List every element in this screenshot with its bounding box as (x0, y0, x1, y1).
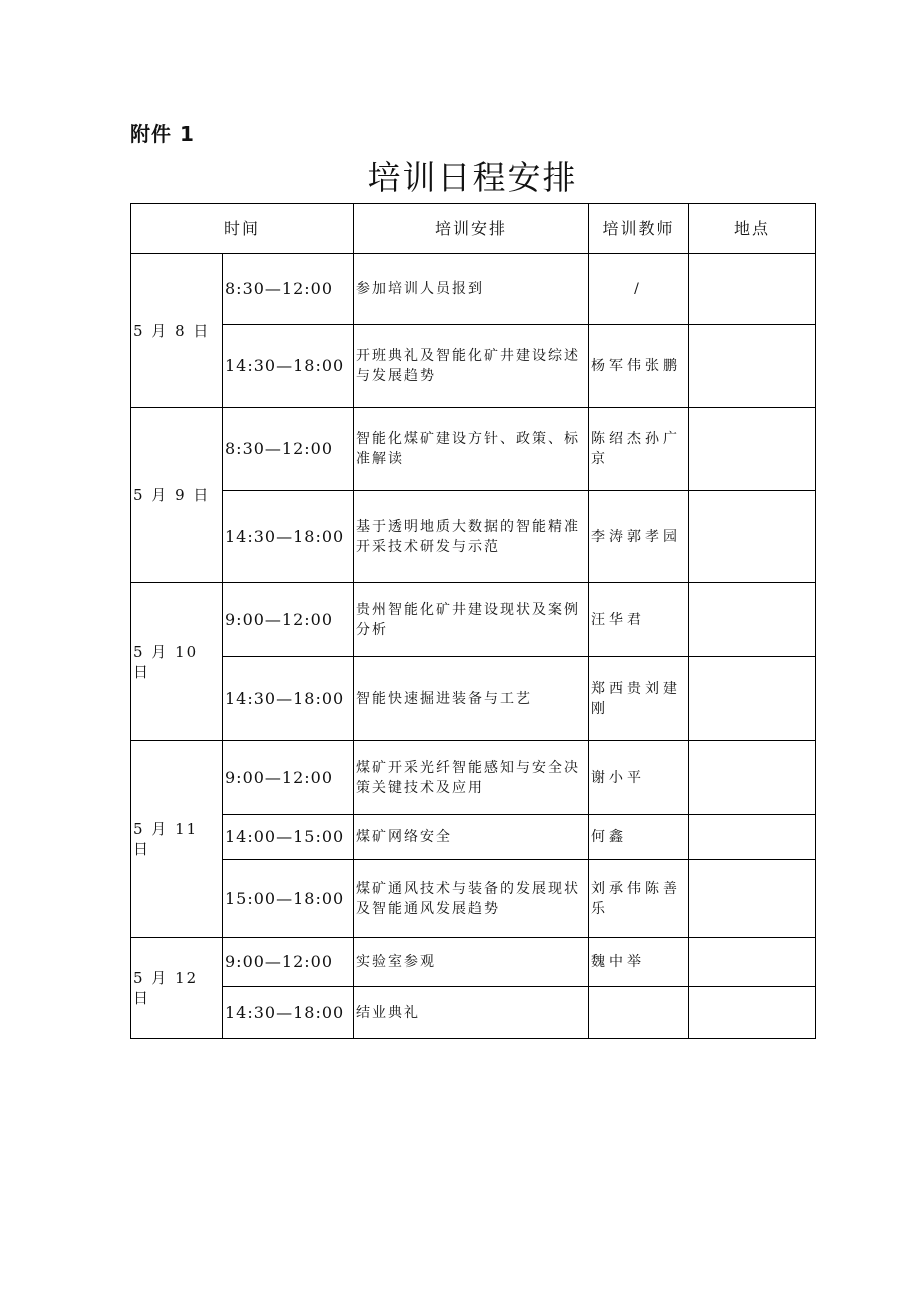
location-cell (689, 741, 816, 815)
date-cell: 5 月 12 日 (131, 938, 223, 1039)
teacher-cell (589, 987, 689, 1039)
date-cell: 5 月 11 日 (131, 741, 223, 938)
time-cell: 8:30—12:00 (223, 408, 354, 491)
table-row (131, 408, 816, 491)
teacher-cell: 郑西贵刘建刚 (589, 657, 689, 741)
header-location: 地点 (689, 204, 816, 254)
time-cell: 9:00—12:00 (223, 583, 354, 657)
table-row (131, 815, 816, 860)
location-cell (689, 938, 816, 987)
time-cell: 14:00—15:00 (223, 815, 354, 860)
header-arrangement: 培训安排 (354, 204, 589, 254)
location-cell (689, 325, 816, 408)
teacher-cell: 刘承伟陈善乐 (589, 860, 689, 938)
date-cell: 5 月 9 日 (131, 408, 223, 583)
time-cell: 14:30—18:00 (223, 325, 354, 408)
time-cell: 8:30—12:00 (223, 254, 354, 325)
teacher-cell: 汪华君 (589, 583, 689, 657)
attachment-label: 附件 1 (130, 122, 195, 146)
topic-cell: 煤矿网络安全 (354, 815, 589, 860)
schedule-table (130, 203, 816, 1039)
table-row (131, 938, 816, 987)
topic-cell: 基于透明地质大数据的智能精准开采技术研发与示范 (354, 491, 589, 583)
location-cell (689, 408, 816, 491)
table-row (131, 657, 816, 741)
time-cell: 14:30—18:00 (223, 657, 354, 741)
location-cell (689, 254, 816, 325)
location-cell (689, 815, 816, 860)
date-cell: 5 月 10 日 (131, 583, 223, 741)
topic-cell: 贵州智能化矿井建设现状及案例分析 (354, 583, 589, 657)
table-row (131, 254, 816, 325)
topic-cell: 煤矿开采光纤智能感知与安全决策关键技术及应用 (354, 741, 589, 815)
teacher-cell: 杨军伟张鹏 (589, 325, 689, 408)
topic-cell: 智能快速掘进装备与工艺 (354, 657, 589, 741)
location-cell (689, 860, 816, 938)
teacher-cell: 魏中举 (589, 938, 689, 987)
table-row (131, 860, 816, 938)
location-cell (689, 583, 816, 657)
table-row (131, 741, 816, 815)
teacher-cell: 何鑫 (589, 815, 689, 860)
header-teacher: 培训教师 (589, 204, 689, 254)
teacher-cell: 谢小平 (589, 741, 689, 815)
table-row (131, 491, 816, 583)
table-row (131, 325, 816, 408)
time-cell: 14:30—18:00 (223, 491, 354, 583)
document-title: 培训日程安排 (367, 158, 578, 197)
time-cell: 15:00—18:00 (223, 860, 354, 938)
topic-cell: 智能化煤矿建设方针、政策、标准解读 (354, 408, 589, 491)
topic-cell: 参加培训人员报到 (354, 254, 589, 325)
header-time: 时间 (131, 204, 354, 254)
teacher-cell: 陈绍杰孙广京 (589, 408, 689, 491)
location-cell (689, 491, 816, 583)
topic-cell: 煤矿通风技术与装备的发展现状及智能通风发展趋势 (354, 860, 589, 938)
topic-cell: 实验室参观 (354, 938, 589, 987)
time-cell: 14:30—18:00 (223, 987, 354, 1039)
header-row (131, 204, 816, 254)
teacher-cell: 李涛郭孝园 (589, 491, 689, 583)
location-cell (689, 657, 816, 741)
topic-cell: 结业典礼 (354, 987, 589, 1039)
location-cell (689, 987, 816, 1039)
table-row (131, 987, 816, 1039)
topic-cell: 开班典礼及智能化矿井建设综述与发展趋势 (354, 325, 589, 408)
teacher-cell: / (589, 254, 689, 325)
time-cell: 9:00—12:00 (223, 938, 354, 987)
date-cell: 5 月 8 日 (131, 254, 223, 408)
table-row (131, 583, 816, 657)
time-cell: 9:00—12:00 (223, 741, 354, 815)
